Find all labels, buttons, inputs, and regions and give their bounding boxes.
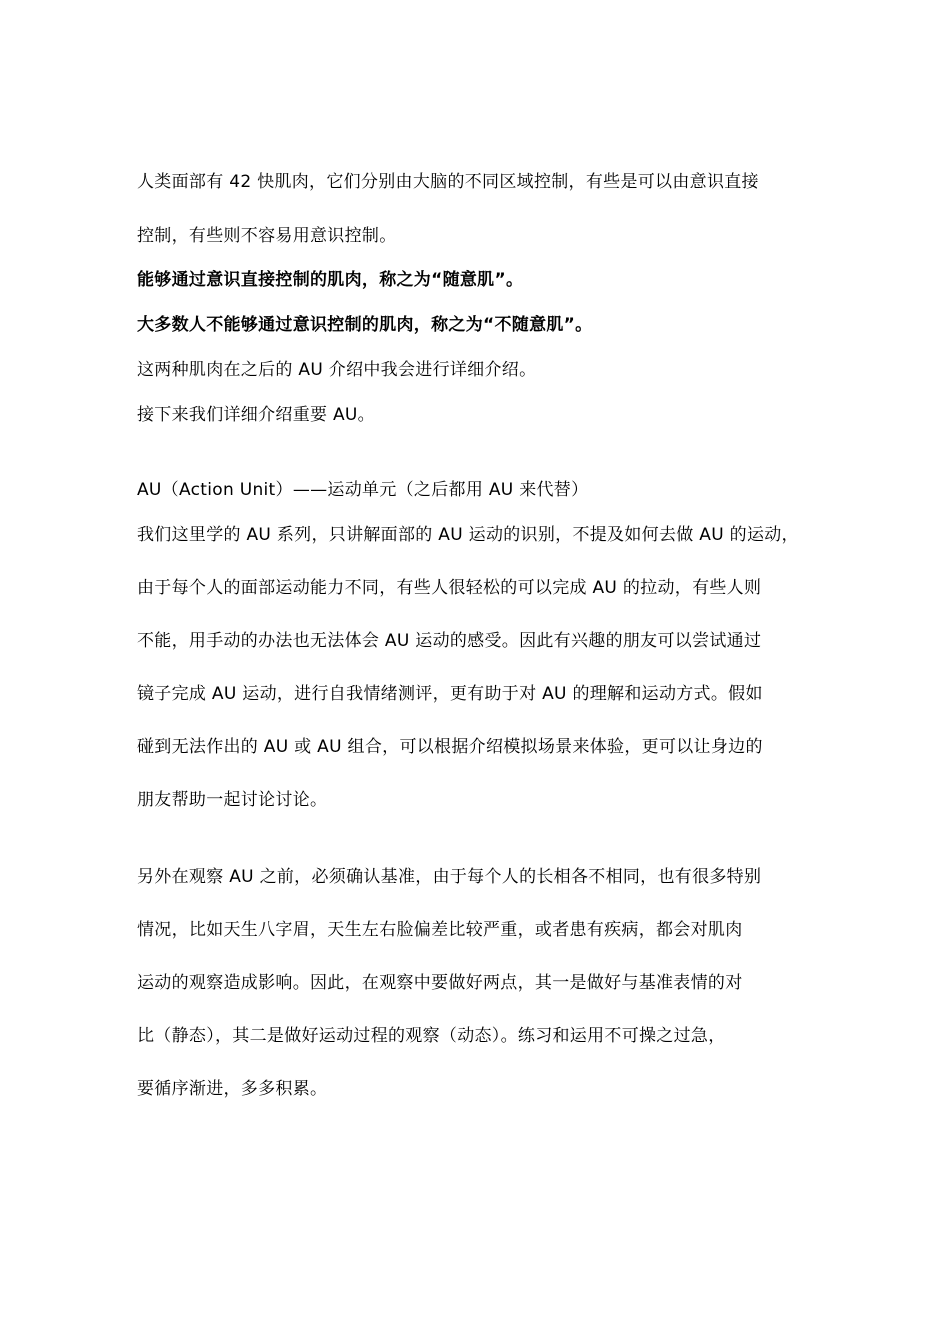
paragraph1-line-1: 我们这里学的 AU 系列，只讲解面部的 AU 运动的识别，不提及如何去做 AU 的运动， [137, 525, 799, 545]
paragraph2-line-4: 比（静态），其二是做好运动过程的观察（动态）。练习和运用不可操之过急， [137, 1026, 726, 1046]
involuntary-muscle-definition: 大多数人不能够通过意识控制的肌肉，称之为“不随意肌”。 [137, 315, 593, 335]
paragraph2-line-2: 情况，比如天生八字眉，天生左右脸偏差比较严重，或者患有疾病，都会对肌肉 [137, 920, 743, 940]
paragraph1-line-6: 朋友帮助一起讨论讨论。 [137, 790, 328, 810]
note-line-1: 这两种肌肉在之后的 AU 介绍中我会进行详细介绍。 [137, 360, 537, 380]
paragraph1-line-5: 碰到无法作出的 AU 或 AU 组合，可以根据介绍模拟场景来体验，更可以让身边的 [137, 737, 763, 757]
section-title: AU（Action Unit）——运动单元（之后都用 AU 来代替） [137, 480, 589, 500]
paragraph1-line-3: 不能，用手动的办法也无法体会 AU 运动的感受。因此有兴趣的朋友可以尝试通过 [137, 631, 762, 651]
paragraph2-line-5: 要循序渐进，多多积累。 [137, 1079, 328, 1099]
paragraph1-line-4: 镜子完成 AU 运动，进行自我情绪测评，更有助于对 AU 的理解和运动方式。假如 [137, 684, 763, 704]
intro-line-2: 控制，有些则不容易用意识控制。 [137, 226, 397, 246]
note-line-2: 接下来我们详细介绍重要 AU。 [137, 405, 375, 425]
paragraph1-line-2: 由于每个人的面部运动能力不同，有些人很轻松的可以完成 AU 的拉动，有些人则 [137, 578, 762, 598]
paragraph2-line-1: 另外在观察 AU 之前，必须确认基准，由于每个人的长相各不相同，也有很多特别 [137, 867, 762, 887]
intro-line-1: 人类面部有 42 快肌肉，它们分别由大脑的不同区域控制，有些是可以由意识直接 [137, 172, 759, 192]
voluntary-muscle-definition: 能够通过意识直接控制的肌肉，称之为“随意肌”。 [137, 270, 524, 290]
paragraph2-line-3: 运动的观察造成影响。因此，在观察中要做好两点，其一是做好与基准表情的对 [137, 973, 743, 993]
